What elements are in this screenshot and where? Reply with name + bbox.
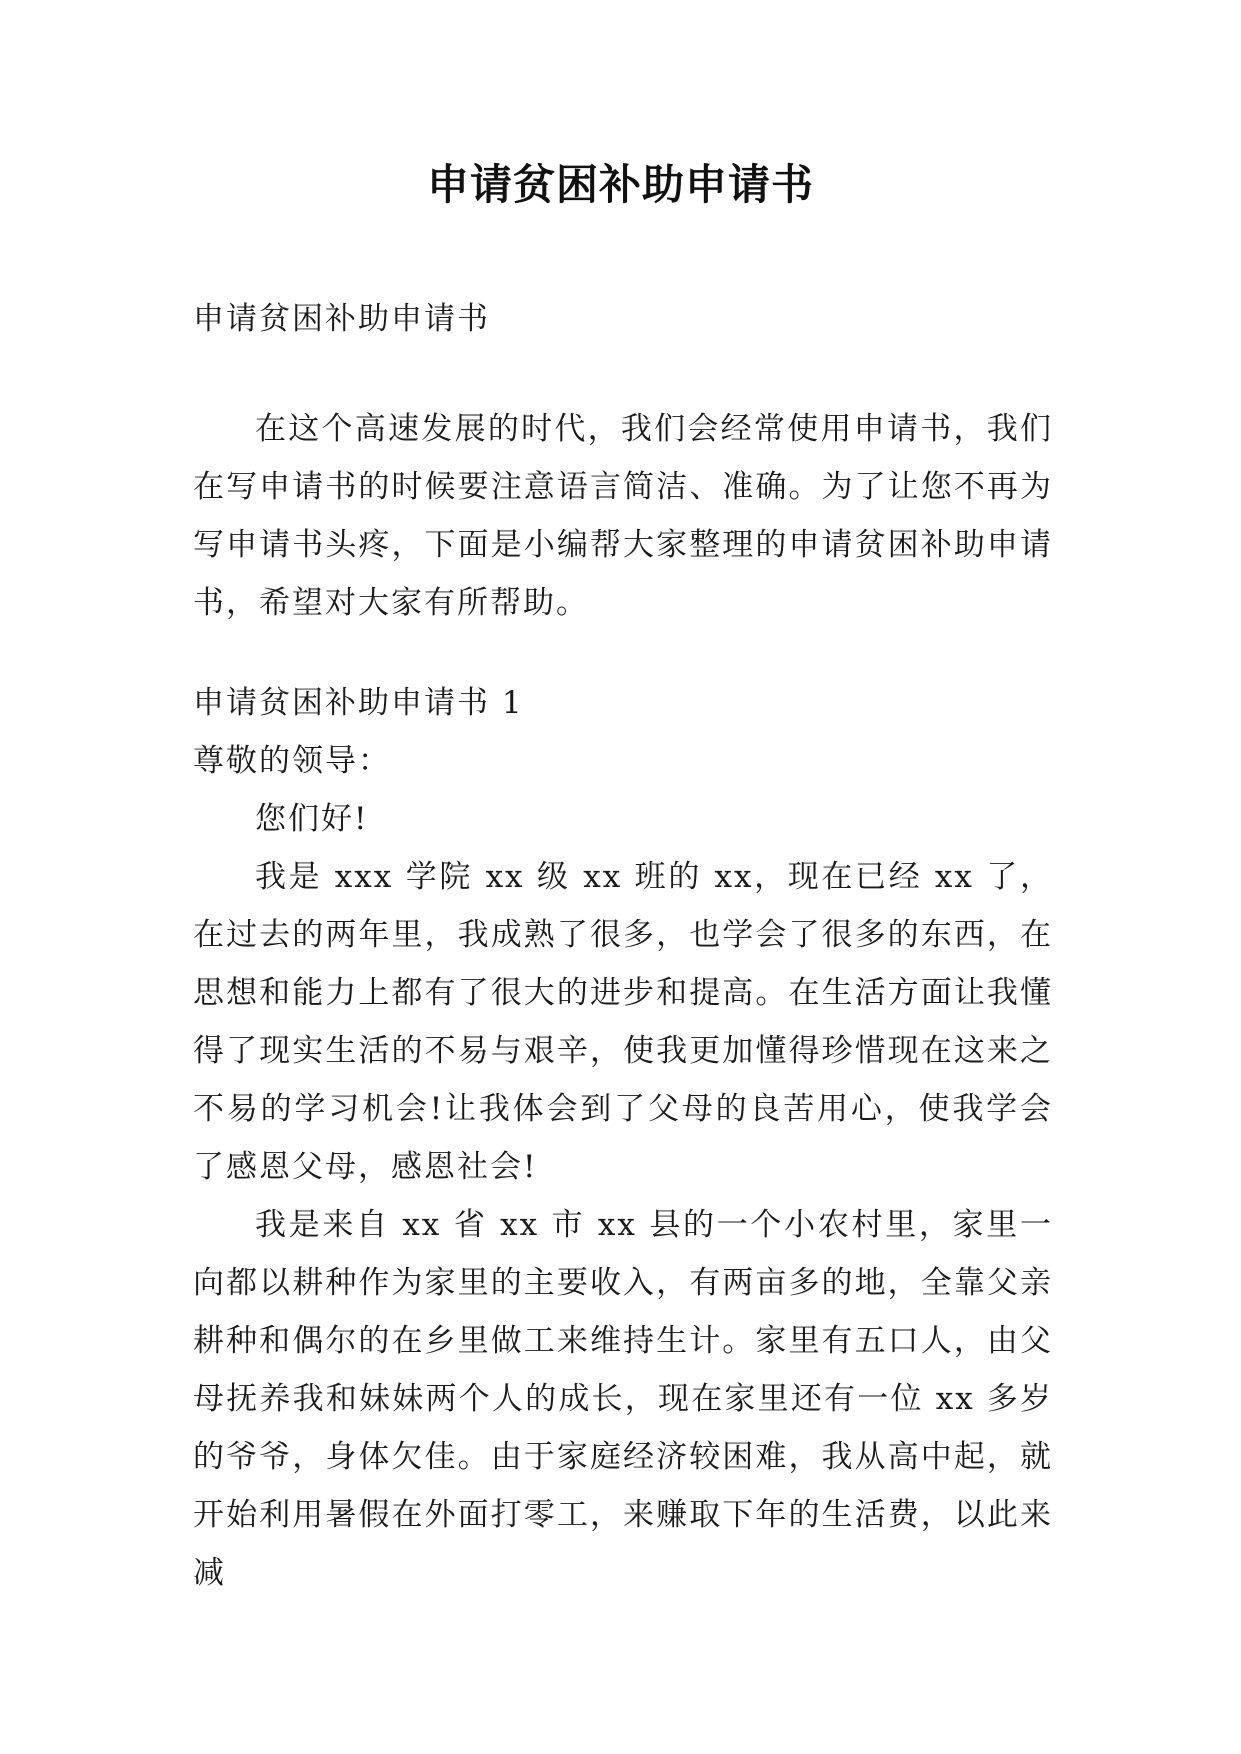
document-title: 申请贫困补助申请书 — [426, 160, 814, 209]
document-body — [193, 290, 1053, 1602]
body-paragraph: 我是来自 xx 省 xx 市 xx 县的一个小农村里，家里一向都以耕种作为家里的主要收入，有两亩多的地，全靠父亲耕种和偶尔的在乡里做工来维持生计。家里有五口人，由父母抚养我和妹妹两个人的成长，现在家里还有一位 xx 多岁的爷爷，身体欠佳。由于家庭经济较困难，我从高中起，就开始利用暑假在外面打零工，来赚取下年的生活费，以此来减 — [193, 1207, 1053, 1591]
spacer — [193, 632, 1053, 674]
body-paragraph: 我是 xxx 学院 xx 级 xx 班的 xx，现在已经 xx 了，在过去的两年里，我成熟了很多，也学会了很多的东西，在思想和能力上都有了很大的进步和提高。在生活方面让我懂得了现实生活的不易与艰辛，使我更加懂得珍惜现在这来之不易的学习机会!让我体会到了父母的良苦用心，使我学会了感恩父母，感恩社会! — [193, 859, 1053, 1185]
greeting: 您们好! — [255, 801, 369, 837]
section-heading: 申请贫困补助申请书 1 — [193, 685, 524, 721]
document-subtitle: 申请贫困补助申请书 — [193, 301, 490, 337]
spacer — [193, 348, 1053, 400]
salutation: 尊敬的领导： — [193, 743, 391, 779]
intro-paragraph: 在这个高速发展的时代，我们会经常使用申请书，我们在写申请书的时候要注意语言简洁、准确。为了让您不再为写申请书头疼，下面是小编帮大家整理的申请贫困补助申请书，希望对大家有所帮助。 — [193, 411, 1053, 621]
